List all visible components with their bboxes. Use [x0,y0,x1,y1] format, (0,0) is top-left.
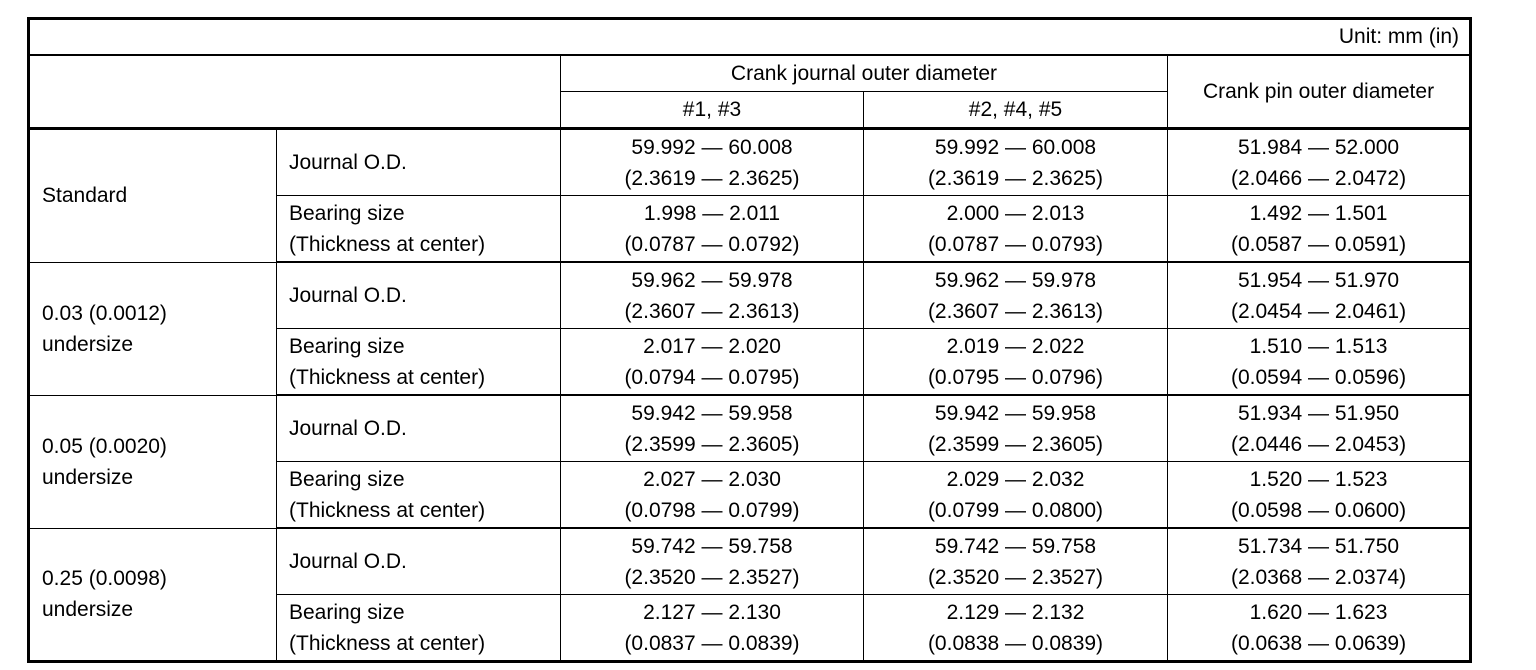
item-label-cell [277,196,561,263]
cell-line: 2.000 — 2.013 [946,201,1085,225]
cell-line: 51.734 — 51.750 [1237,534,1400,558]
cell-line: Journal O.D. [289,550,407,573]
cell-line: 1.998 — 2.011 [643,201,781,225]
spec-table [27,17,1472,663]
pin-value-cell [1168,196,1471,263]
journal-2-4-5-value-cell [864,262,1168,329]
cell-line: (2.3619 — 2.3625) [927,166,1104,190]
cell-line: Bearing size [289,600,405,624]
cell-line: 1.510 — 1.513 [1249,334,1388,358]
table-row [29,528,1471,595]
cell-line: 59.992 — 60.008 [631,135,793,159]
cell-line: (0.0594 — 0.0596) [1230,365,1407,389]
cell-line: (2.3599 — 2.3605) [927,432,1104,456]
journal-1-3-value-cell [561,262,864,329]
cell-line: 1.492 — 1.501 [1249,201,1388,225]
cell-line: 51.954 — 51.970 [1237,268,1400,292]
cell-line: 2.027 — 2.030 [643,467,781,491]
cell-line: (2.0446 — 2.0453) [1230,432,1407,456]
pin-value-cell [1168,395,1471,462]
pin-value-cell [1168,462,1471,529]
size-category-cell [29,262,277,395]
journal-1-3-value-cell [561,462,864,529]
cell-line: 59.742 — 59.758 [631,534,793,558]
header-row-1 [29,55,1471,92]
cell-line: (0.0837 — 0.0839) [624,631,800,655]
cell-line: Journal O.D. [289,417,407,440]
unit-row [29,19,1471,56]
cell-line: Bearing size [289,467,405,491]
pin-value-cell [1168,262,1471,329]
cell-line: (2.0368 — 2.0374) [1230,565,1407,589]
pin-value-cell [1168,329,1471,396]
cell-line: 51.934 — 51.950 [1237,401,1400,425]
cell-line: Journal O.D. [289,151,407,174]
size-category-cell [29,129,277,263]
blank-header-cell [29,55,561,129]
cell-line: (Thickness at center) [289,232,486,256]
cell-line: 59.962 — 59.978 [934,268,1097,292]
item-label-cell [277,329,561,396]
cell-line: undersize [42,465,134,489]
item-label-cell [277,129,561,196]
item-label-cell [277,595,561,662]
item-label-cell [277,395,561,462]
cell-line: 59.942 — 59.958 [631,401,793,425]
journal-sub-header-2-4-5: #2, #4, #5 [864,92,1168,129]
cell-line: 59.992 — 60.008 [934,135,1097,159]
cell-line: 51.984 — 52.000 [1237,135,1400,159]
journal-1-3-value-cell [561,196,864,263]
size-category-cell [29,395,277,528]
cell-line: 0.05 (0.0020) [42,434,167,458]
cell-line: 2.127 — 2.130 [643,600,781,624]
cell-line: (Thickness at center) [289,631,486,655]
cell-line: (0.0798 — 0.0799) [624,498,800,522]
cell-line: 0.25 (0.0098) [42,567,167,591]
cell-line: 1.520 — 1.523 [1249,467,1388,491]
table-row [29,395,1471,462]
item-label-cell [277,462,561,529]
journal-2-4-5-value-cell [864,595,1168,662]
cell-line: (2.3607 — 2.3613) [624,299,800,323]
pin-diameter-header: Crank pin outer diameter [1168,55,1471,129]
spec-table-body [29,19,1471,662]
journal-sub-header-1-3: #1, #3 [561,92,864,129]
cell-line: 59.942 — 59.958 [934,401,1097,425]
cell-line: (2.0466 — 2.0472) [1230,166,1407,190]
journal-1-3-value-cell [561,329,864,396]
journal-1-3-value-cell [561,595,864,662]
journal-1-3-value-cell [561,129,864,196]
cell-line: (0.0587 — 0.0591) [1230,232,1407,256]
size-category-cell [29,528,277,662]
cell-line: (2.3520 — 2.3527) [624,565,800,589]
cell-line: (Thickness at center) [289,498,486,522]
cell-line: (2.0454 — 2.0461) [1230,299,1407,323]
pin-value-cell [1168,595,1471,662]
pin-value-cell [1168,129,1471,196]
table-row [29,262,1471,329]
cell-line: 0.03 (0.0012) [42,301,167,325]
cell-line: 2.029 — 2.032 [946,467,1085,491]
cell-line: Standard [42,184,128,208]
journal-2-4-5-value-cell [864,329,1168,396]
journal-2-4-5-value-cell [864,129,1168,196]
cell-line: 2.019 — 2.022 [946,334,1085,358]
cell-line: (2.3520 — 2.3527) [927,565,1104,589]
cell-line: Bearing size [289,201,405,225]
journal-1-3-value-cell [561,395,864,462]
cell-line: undersize [42,598,134,622]
cell-line: 59.962 — 59.978 [631,268,793,292]
item-label-cell [277,528,561,595]
cell-line: (0.0799 — 0.0800) [927,498,1104,522]
cell-line: 59.742 — 59.758 [934,534,1097,558]
table-row [29,129,1471,196]
journal-2-4-5-value-cell [864,528,1168,595]
cell-line: (Thickness at center) [289,365,486,389]
cell-line: Journal O.D. [289,284,407,307]
journal-2-4-5-value-cell [864,196,1168,263]
cell-line: (2.3607 — 2.3613) [927,299,1104,323]
cell-line: (2.3599 — 2.3605) [624,432,800,456]
cell-line: 2.017 — 2.020 [643,334,781,358]
cell-line: (0.0638 — 0.0639) [1230,631,1407,655]
cell-line: (0.0838 — 0.0839) [927,631,1104,655]
pin-value-cell [1168,528,1471,595]
cell-line: (0.0787 — 0.0792) [624,232,800,256]
cell-line: (0.0795 — 0.0796) [927,365,1104,389]
cell-line: (2.3619 — 2.3625) [624,166,800,190]
unit-label: Unit: mm (in) [29,19,1471,56]
cell-line: Bearing size [289,334,405,358]
cell-line: 2.129 — 2.132 [946,600,1085,624]
journal-diameter-header: Crank journal outer diameter [561,55,1168,92]
journal-2-4-5-value-cell [864,395,1168,462]
cell-line: (0.0794 — 0.0795) [624,365,800,389]
cell-line: (0.0598 — 0.0600) [1230,498,1407,522]
journal-2-4-5-value-cell [864,462,1168,529]
cell-line: 1.620 — 1.623 [1249,600,1388,624]
journal-1-3-value-cell [561,528,864,595]
cell-line: (0.0787 — 0.0793) [927,232,1104,256]
cell-line: undersize [42,332,134,356]
item-label-cell [277,262,561,329]
